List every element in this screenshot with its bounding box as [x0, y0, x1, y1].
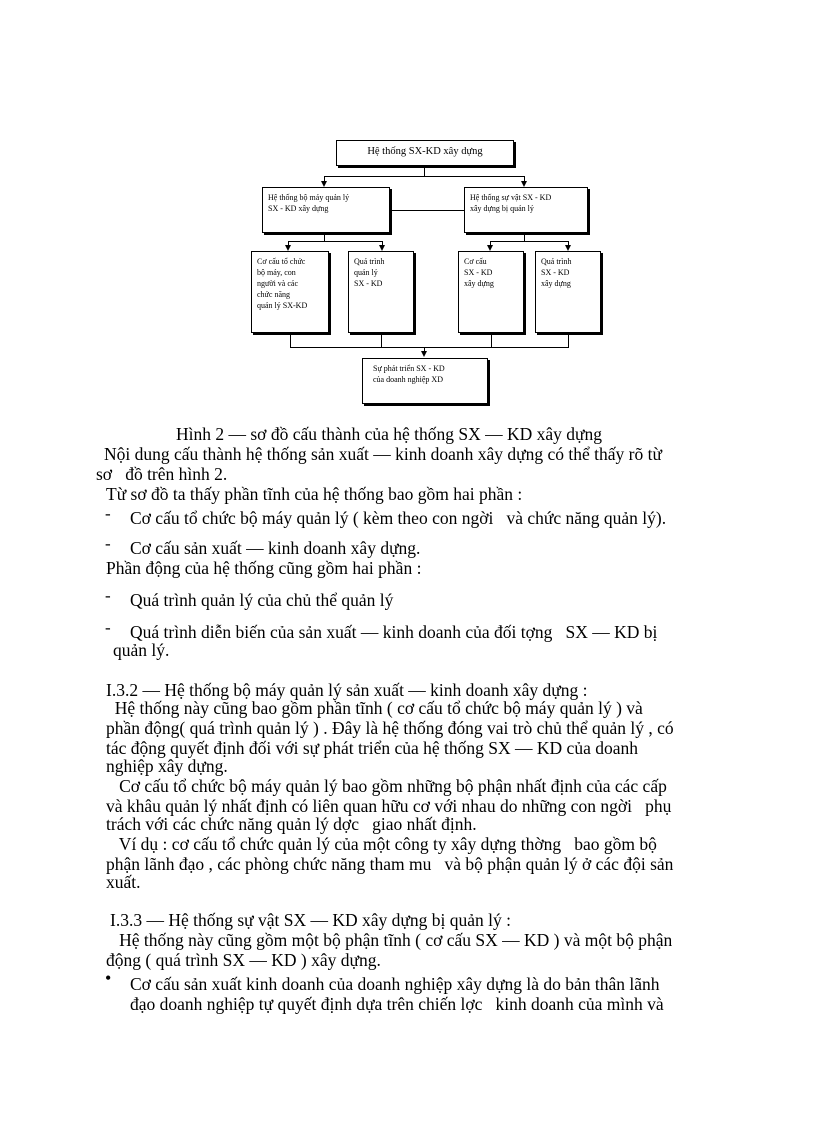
box-line: quản lý SX-KD	[257, 301, 308, 310]
connector	[568, 333, 569, 347]
dash-marker: -	[105, 618, 111, 637]
text-line: Ví dụ : cơ cấu tổ chức quản lý của một công ty xây dựng thờng bao gồm bộ	[106, 834, 657, 854]
connector	[324, 233, 325, 241]
connector	[390, 210, 464, 211]
text-line: Hệ thống này cũng bao gồm phần tĩnh ( cơ cấu tổ chức bộ máy quản lý ) và	[106, 698, 643, 718]
dash-marker: -	[105, 504, 111, 523]
text-line: Nội dung cấu thành hệ thống sản xuất — kinh doanh xây dựng có thể thấy rõ từ	[104, 444, 662, 464]
box-line: xây dựng	[541, 279, 571, 288]
connector	[290, 333, 291, 347]
connector	[490, 241, 568, 242]
text-line: I.3.2 — Hệ thống bộ máy quản lý sản xuất — kinh doanh xây dựng :	[106, 680, 588, 700]
text-line: Từ sơ đồ ta thấy phần tĩnh của hệ thống bao gồm hai phần :	[106, 484, 523, 504]
text-line: sơ đồ trên hình 2.	[96, 464, 228, 484]
diagram-box-org-structure	[251, 251, 329, 333]
box-line: SX - KD	[464, 268, 493, 277]
text-line: nghiệp xây dựng.	[106, 756, 228, 776]
text-line: quản lý.	[113, 640, 170, 660]
text-line: Phần động của hệ thống cũng gồm hai phần :	[106, 558, 422, 578]
text-line: phần động( quá trình quản lý ) . Đây là hệ thống đóng vai trò chủ thể quản lý , có	[106, 718, 674, 738]
connector	[290, 347, 569, 348]
box-line: bộ máy, con	[257, 268, 296, 277]
diagram-box-production-structure	[458, 251, 524, 333]
box-line: người và các	[257, 279, 298, 288]
connector	[524, 233, 525, 241]
box-line: Hệ thống bộ máy quản lý	[268, 193, 350, 202]
figure-caption: Hình 2 — sơ đồ cấu thành của hệ thống SX — KD xây dựng	[176, 424, 603, 444]
text-line: Cơ cấu tổ chức bộ máy quản lý bao gồm những bộ phận nhất định của các cấp	[106, 776, 667, 796]
dash-marker: -	[105, 586, 111, 605]
connector	[324, 176, 524, 177]
text-line: Quá trình quản lý của chủ thể quản lý	[130, 590, 394, 610]
text-line: Cơ cấu tổ chức bộ máy quản lý ( kèm theo con ngời và chức năng quản lý).	[130, 508, 667, 528]
text-line: I.3.3 — Hệ thống sự vật SX — KD xây dựng bị quản lý :	[110, 910, 512, 930]
text-line: trách với các chức năng quản lý dợc giao nhất định.	[106, 814, 477, 834]
text-line: tác động quyết định đối với sự phát triển của hệ thống SX — KD của doanh	[106, 738, 638, 758]
arrow-head	[421, 351, 427, 357]
diagram-box-top	[336, 140, 514, 166]
connector	[288, 241, 382, 242]
text-line: Cơ cấu sản xuất — kinh doanh xây dựng.	[130, 538, 421, 558]
box-line: chức năng	[257, 290, 290, 299]
bullet-marker: •	[105, 968, 112, 988]
connector	[424, 166, 425, 176]
text-line: Quá trình diễn biến của sản xuất — kinh doanh của đối tợng SX — KD bị	[130, 622, 658, 642]
diagram-box-management-system	[262, 187, 390, 233]
text-line: xuất.	[106, 872, 141, 892]
box-line: SX - KD	[354, 279, 383, 288]
box-line: Cơ cấu tổ chức	[257, 257, 306, 266]
connector	[381, 333, 382, 347]
box-line: Cơ cấu	[464, 257, 487, 266]
box-line: xây dựng bị quản lý	[470, 204, 534, 213]
text-line: đạo doanh nghiệp tự quyết định dựa trên chiến lợc kinh doanh của mình và	[130, 994, 664, 1014]
diagram-box-development	[362, 358, 488, 404]
box-line: của doanh nghiệp XD	[373, 375, 443, 384]
system-diagram	[0, 0, 816, 420]
connector	[491, 333, 492, 347]
box-line: quản lý	[354, 268, 378, 277]
box-line: Sự phát triển SX - KD	[373, 364, 445, 373]
dash-marker: -	[105, 534, 111, 553]
diagram-box-object-system	[464, 187, 588, 233]
text-line: động ( quá trình SX — KD ) xây dựng.	[106, 950, 381, 970]
box-line: Hệ thống sự vật SX - KD	[470, 193, 552, 202]
text-line: Cơ cấu sản xuất kinh doanh của doanh nghiệp xây dựng là do bản thân lãnh	[130, 974, 660, 994]
box-line: Quá trình	[541, 257, 572, 266]
box-line: xây dựng	[464, 279, 494, 288]
diagram-box-top-text: Hệ thống SX-KD xây dựng	[367, 146, 483, 157]
box-line: SX - KD xây dựng	[268, 204, 329, 213]
text-line: Hệ thống này cũng gồm một bộ phận tĩnh ( cơ cấu SX — KD ) và một bộ phận	[106, 930, 673, 950]
text-line: và khâu quản lý nhất định có liên quan hữu cơ với nhau do những con ngời phụ	[106, 796, 672, 816]
text-line: phận lãnh đạo , các phòng chức năng tham mu và bộ phận quản lý ở các đội sản	[106, 854, 674, 874]
diagram-box-production-process	[535, 251, 601, 333]
box-line: SX - KD	[541, 268, 570, 277]
box-line: Quá trình	[354, 257, 385, 266]
diagram-box-management-process	[348, 251, 414, 333]
